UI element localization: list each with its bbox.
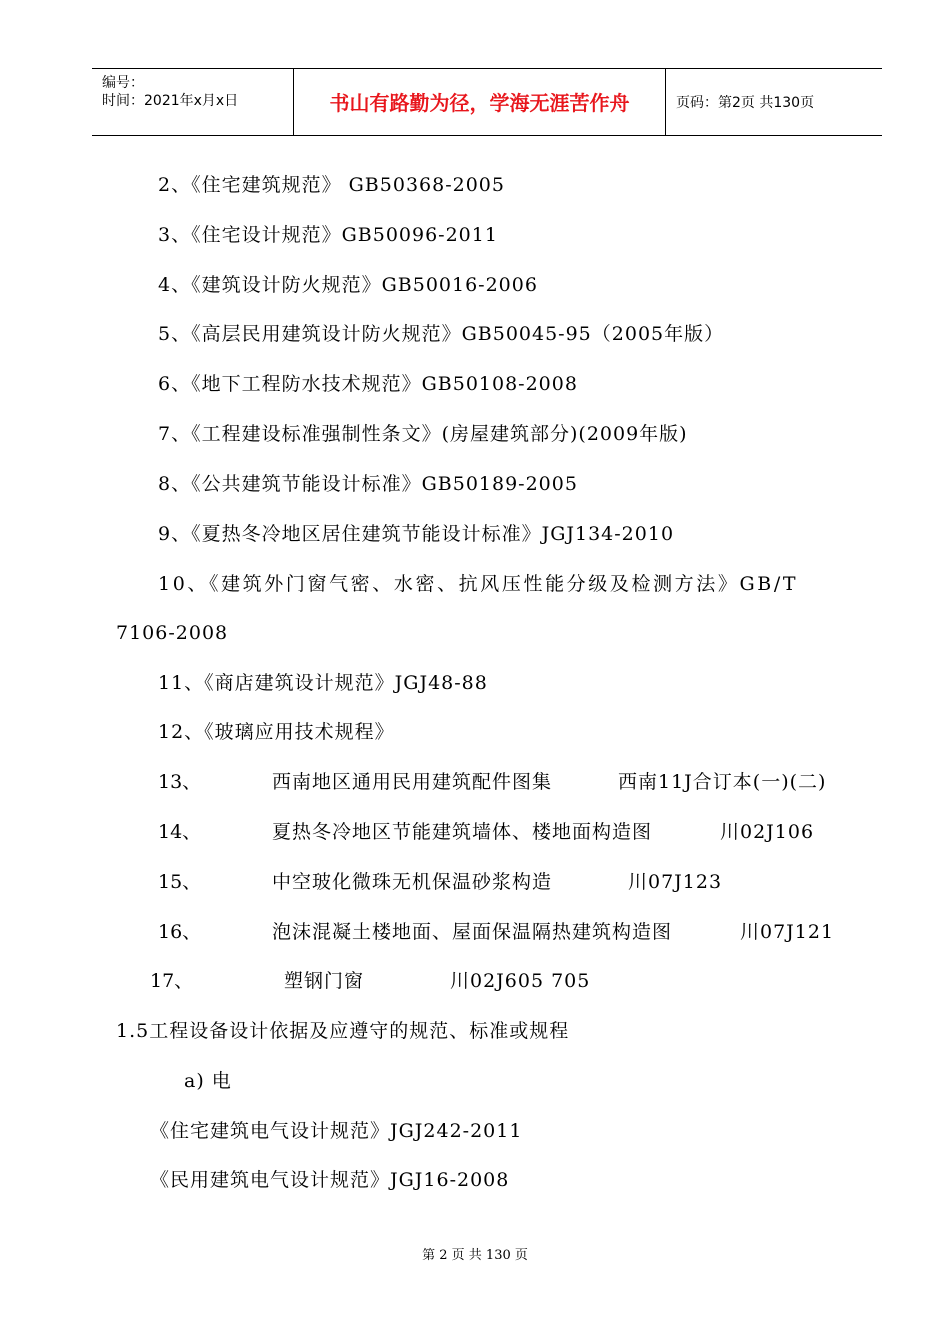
reference-item: 6、《地下工程防水技术规范》GB50108-2008 bbox=[158, 373, 578, 395]
reference-item: 8、《公共建筑节能设计标准》GB50189-2005 bbox=[158, 473, 578, 495]
document-number-label: 编号： bbox=[102, 75, 144, 91]
reference-item: 10、《建筑外门窗气密、水密、抗风压性能分级及检测方法》GB/T bbox=[158, 573, 799, 595]
atlas-item-number: 14、 bbox=[158, 821, 202, 843]
atlas-item-code: 川02J605 705 bbox=[450, 970, 591, 992]
section-line: 《住宅建筑电气设计规范》JGJ242-2011 bbox=[150, 1120, 523, 1142]
atlas-item-name: 西南地区通用民用建筑配件图集 bbox=[272, 771, 553, 793]
atlas-item-code: 西南11J合订本(一)(二) bbox=[618, 771, 827, 793]
header-meta-cell bbox=[92, 69, 293, 135]
atlas-item-code: 川02J106 bbox=[720, 821, 815, 843]
atlas-item-name: 夏热冬冷地区节能建筑墙体、楼地面构造图 bbox=[272, 821, 653, 843]
atlas-item-number: 15、 bbox=[158, 871, 202, 893]
atlas-item-number: 16、 bbox=[158, 921, 202, 943]
atlas-item-name: 泡沫混凝土楼地面、屋面保温隔热建筑构造图 bbox=[272, 921, 673, 943]
section-heading: 1.5工程设备设计依据及应遵守的规范、标准或规程 bbox=[116, 1020, 570, 1042]
page-header bbox=[92, 68, 882, 136]
header-motto-cell bbox=[293, 69, 666, 135]
section-line: 《民用建筑电气设计规范》JGJ16-2008 bbox=[150, 1169, 510, 1191]
atlas-item-number: 13、 bbox=[158, 771, 202, 793]
reference-item-continuation: 7106-2008 bbox=[116, 622, 229, 644]
atlas-item-name: 中空玻化微珠无机保温砂浆构造 bbox=[272, 871, 553, 893]
header-motto: 书山有路勤为径，学海无涯苦作舟 bbox=[329, 91, 630, 115]
atlas-item-name: 塑钢门窗 bbox=[284, 970, 365, 992]
atlas-item-number: 17、 bbox=[150, 970, 194, 992]
page-footer: 第 2 页 共 130 页 bbox=[422, 1248, 528, 1263]
reference-item: 3、《住宅设计规范》GB50096-2011 bbox=[158, 224, 498, 246]
reference-item: 12、《玻璃应用技术规程》 bbox=[158, 721, 395, 743]
atlas-item-code: 川07J123 bbox=[628, 871, 723, 893]
reference-item: 7、《工程建设标准强制性条文》(房屋建筑部分)(2009年版) bbox=[158, 423, 688, 445]
reference-item: 4、《建筑设计防火规范》GB50016-2006 bbox=[158, 274, 538, 296]
section-subheading: a) 电 bbox=[184, 1070, 232, 1092]
header-page-cell bbox=[666, 69, 882, 135]
header-page-info: 页码：第2页 共130页 bbox=[676, 95, 815, 111]
atlas-item-code: 川07J121 bbox=[740, 921, 835, 943]
reference-item: 2、《住宅建筑规范》 GB50368-2005 bbox=[158, 174, 505, 196]
document-time-label: 时间：2021年x月x日 bbox=[102, 93, 239, 109]
reference-item: 5、《高层民用建筑设计防火规范》GB50045-95（2005年版） bbox=[158, 323, 725, 345]
reference-item: 9、《夏热冬冷地区居住建筑节能设计标准》JGJ134-2010 bbox=[158, 523, 675, 545]
reference-item: 11、《商店建筑设计规范》JGJ48-88 bbox=[158, 672, 488, 694]
